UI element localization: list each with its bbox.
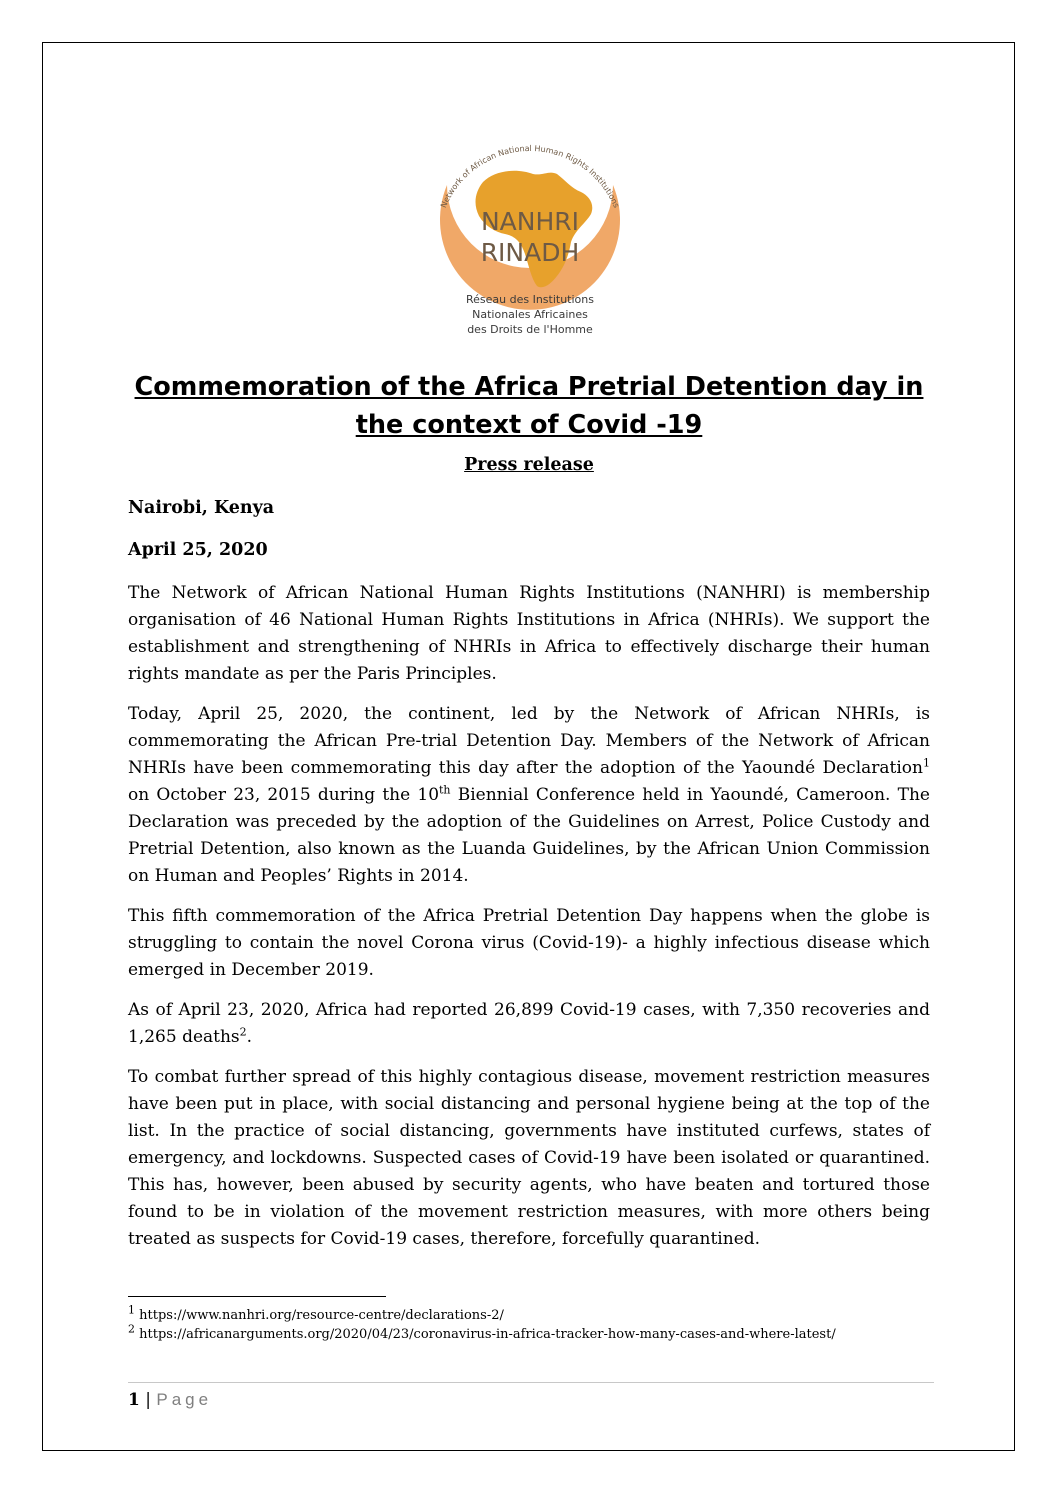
footnote-link-1[interactable]: https://www.nanhri.org/resource-centre/declarations-2/ [135, 1308, 504, 1323]
logo-line2: RINADH [480, 238, 580, 267]
body-text [128, 580, 930, 1266]
logo-sub2: Nationales Africaines [472, 308, 588, 321]
footnotes [128, 1303, 930, 1344]
logo-sub1: Réseau des Institutions [465, 293, 595, 306]
paragraph-4: As of April 23, 2020, Africa had reported 26,899 Covid-19 cases, with 7,350 recoveries and 1,265 deaths$^2$. [128, 1000, 930, 1047]
paragraph-3: This fifth commemoration of the Africa Pretrial Detention Day happens when the globe is struggling to contain the novel Corona virus (Covid-19)- a highly infectious disease which emerged in December 2019. [128, 906, 930, 980]
page-label: Page [156, 1390, 213, 1409]
logo-ring-text: Network of African National Human Rights Institutions [438, 143, 622, 210]
page-number: 1 [128, 1390, 140, 1410]
ordinal-suffix: th [439, 783, 451, 797]
press-release-label: Press release [464, 455, 594, 475]
title-line-2: the context of Covid -19 [355, 410, 703, 440]
paragraph-1: The Network of African National Human Rights Institutions (NANHRI) is membership organisation of 46 National Human Rights Institutions in Africa (NHRIs). We support the establishment and strengthening of NHRIs in Africa to effectively discharge their human rights mandate as per the Paris Principles. [128, 583, 930, 684]
footnote-ref-2[interactable]: 2 [239, 1025, 247, 1039]
footnote-link-2[interactable]: https://africanarguments.org/2020/04/23/coronavirus-in-africa-tracker-how-many-cases-and-where-latest/ [135, 1327, 836, 1342]
logo-sub3: des Droits de l'Homme [467, 323, 593, 336]
title-line-1: Commemoration of the Africa Pretrial Detention day in [134, 372, 924, 402]
paragraph-2: Today, April 25, 2020, the continent, led by the Network of African NHRIs, is commemorating the African Pre-trial Detention Day. Members of the Network of African NHRIs have been commemorating this day after the adoption of the Yaoundé Declaration$^1$ on October 23, 2015 during the 10th Biennial Conference held in Yaoundé, Cameroon. The Declaration was preceded by the adoption of the Guidelines on Arrest, Police Custody and Pretrial Detention, also known as the Luanda Guidelines, by the African Union Commission on Human and Peoples’ Rights in 2014. [128, 704, 930, 886]
footnote-ref-1[interactable]: 1 [923, 756, 930, 770]
footer-separator-bar: | [139, 1390, 157, 1410]
footnote-2: $^2$ https://africanarguments.org/2020/04/23/coronavirus-in-africa-tracker-how-many-cases-and-where-latest/ [128, 1322, 836, 1342]
nanhri-logo [425, 130, 635, 345]
logo-line1: NANHRI [480, 207, 580, 236]
footnote-1: $^1$ https://www.nanhri.org/resource-centre/declarations-2/ [128, 1303, 504, 1323]
document-title [100, 368, 958, 444]
footer-separator [128, 1382, 934, 1383]
footnote-separator [128, 1296, 386, 1297]
release-date: April 25, 2020 [128, 540, 268, 560]
location: Nairobi, Kenya [128, 498, 275, 518]
paragraph-5: To combat further spread of this highly contagious disease, movement restriction measures have been put in place, with social distancing and personal hygiene being at the top of the list. In the practice of social distancing, governments have instituted curfews, states of emergency, and lockdowns. Suspected cases of Covid-19 have been isolated or quarantined. This has, however, been abused by security agents, who have beaten and tortured those found to be in violation of the movement restriction measures, with more others being treated as suspects for Covid-19 cases, therefore, forcefully quarantined. [128, 1067, 930, 1249]
page-footer [128, 1390, 212, 1410]
